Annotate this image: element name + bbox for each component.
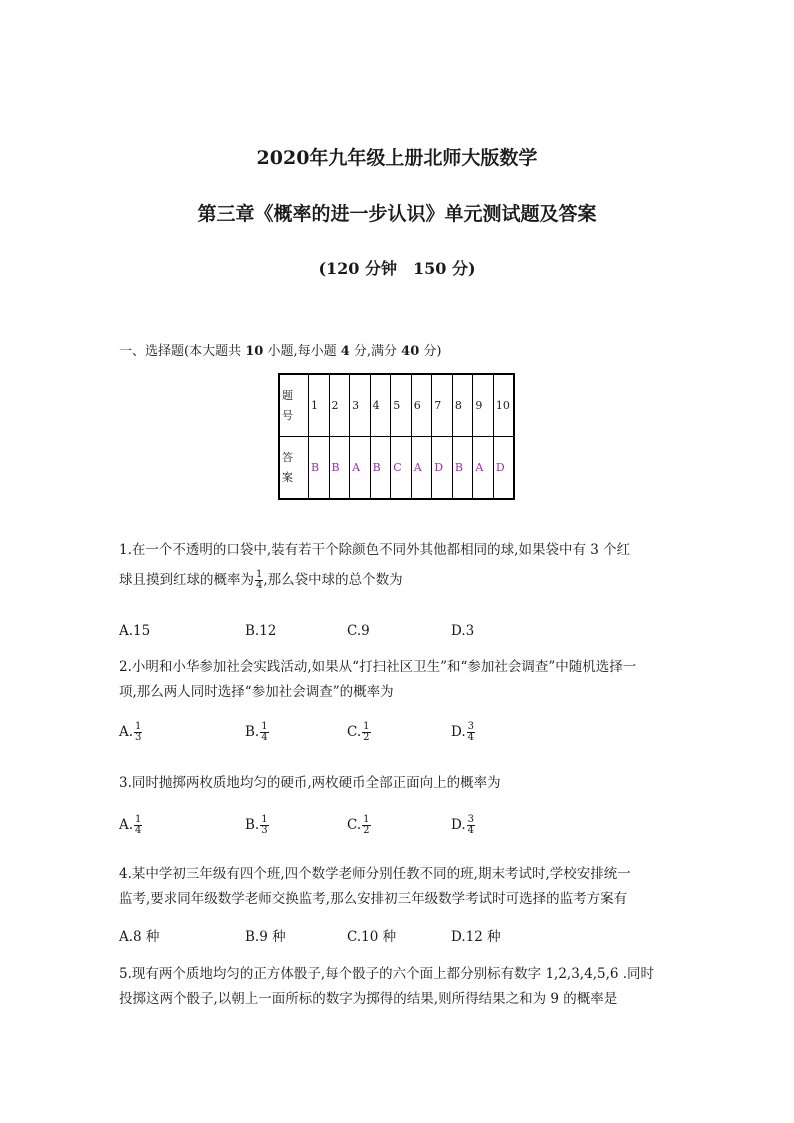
number-cell: 7 bbox=[432, 374, 453, 437]
question-3-option-b: B. $\frac{1}{3}$ bbox=[245, 814, 268, 836]
answer-cell: B bbox=[452, 437, 473, 500]
question-3-option-c: C. $\frac{1}{2}$ bbox=[347, 814, 370, 836]
number-cell: 2 bbox=[329, 374, 350, 437]
answer-row bbox=[279, 437, 514, 500]
question-4-line-2: 监考,要求同年级数学老师交换监考,那么安排初三年级数学考试时可选择的监考方案有 bbox=[119, 891, 628, 907]
question-4-option-b: B.9 种 bbox=[245, 929, 286, 945]
answer-table bbox=[278, 373, 515, 500]
question-2-option-a: A. $\frac{1}{3}$ bbox=[119, 721, 142, 743]
answer-cell: D bbox=[432, 437, 453, 500]
question-4-option-c: C.10 种 bbox=[347, 929, 397, 945]
answer-cell: A bbox=[350, 437, 371, 500]
question-2-line-1: 2.小明和小华参加社会实践活动,如果从“打扫社区卫生”和“参加社会调查”中随机选择一 bbox=[119, 659, 637, 675]
answer-cell: A bbox=[473, 437, 494, 500]
number-header-cell: 题 号 bbox=[279, 374, 309, 437]
question-1-option-a: A.15 bbox=[119, 623, 151, 639]
question-2-option-d: D. $\frac{3}{4}$ bbox=[451, 721, 475, 743]
answer-cell: B bbox=[309, 437, 330, 500]
question-2-line-2: 项,那么两人同时选择“参加社会调查”的概率为 bbox=[119, 684, 394, 700]
question-5-line-1: 5.现有两个质地均匀的正方体骰子,每个骰子的六个面上都分别标有数字 1,2,3,4,5,6 .同时 bbox=[119, 966, 655, 982]
question-4-line-1: 4.某中学初三年级有四个班,四个数学老师分别任教不同的班,期末考试时,学校安排统一 bbox=[119, 866, 631, 882]
number-cell: 3 bbox=[350, 374, 371, 437]
section-heading: 一、选择题(本大题共 10 小题,每小题 4 分,满分 40 分) bbox=[119, 344, 442, 359]
question-1-line-2: 球且摸到红球的概率为 $\frac{1}{4}$ ,那么袋中球的总个数为 bbox=[119, 569, 403, 591]
number-cell: 6 bbox=[411, 374, 432, 437]
document-title: 2020年九年级上册北师大版数学 bbox=[256, 147, 538, 169]
question-1-option-c: C.9 bbox=[347, 623, 370, 639]
number-cell: 4 bbox=[370, 374, 391, 437]
fraction: $\frac{1}{4}$ bbox=[256, 569, 263, 591]
question-2-option-b: B. $\frac{1}{4}$ bbox=[245, 721, 268, 743]
number-cell: 8 bbox=[452, 374, 473, 437]
question-5-line-2: 投掷这两个骰子,以朝上一面所标的数字为掷得的结果,则所得结果之和为 9 的概率是 bbox=[119, 991, 618, 1007]
answer-cell: B bbox=[329, 437, 350, 500]
question-3-option-d: D. $\frac{3}{4}$ bbox=[451, 814, 475, 836]
answer-header-cell: 答 案 bbox=[279, 437, 309, 500]
question-2-option-c: C. $\frac{1}{2}$ bbox=[347, 721, 370, 743]
question-number-row bbox=[279, 374, 514, 437]
answer-cell: A bbox=[411, 437, 432, 500]
question-4-option-a: A.8 种 bbox=[119, 929, 160, 945]
answer-cell: C bbox=[391, 437, 412, 500]
time-score-line: (120 分钟 150 分) bbox=[318, 259, 476, 278]
answer-cell: B bbox=[370, 437, 391, 500]
number-cell: 5 bbox=[391, 374, 412, 437]
answer-cell: D bbox=[493, 437, 514, 500]
document-subtitle: 第三章《概率的进一步认识》单元测试题及答案 bbox=[197, 203, 597, 225]
number-cell: 10 bbox=[493, 374, 514, 437]
question-3-option-a: A. $\frac{1}{4}$ bbox=[119, 814, 142, 836]
question-4-option-d: D.12 种 bbox=[451, 929, 501, 945]
question-1-option-d: D.3 bbox=[451, 623, 475, 639]
question-1-line-1: 1.在一个不透明的口袋中,装有若干个除颜色不同外其他都相同的球,如果袋中有 3 个红 bbox=[119, 542, 631, 558]
question-1-option-b: B.12 bbox=[245, 623, 277, 639]
question-3-line-1: 3.同时抛掷两枚质地均匀的硬币,两枚硬币全部正面向上的概率为 bbox=[119, 775, 501, 791]
number-cell: 9 bbox=[473, 374, 494, 437]
number-cell: 1 bbox=[309, 374, 330, 437]
